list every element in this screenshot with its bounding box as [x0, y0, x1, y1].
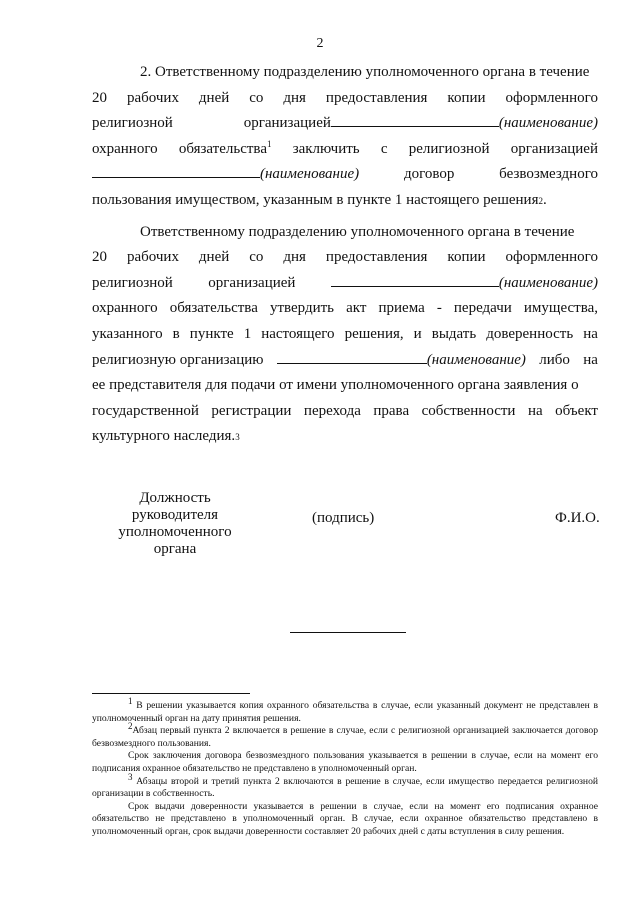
end-divider [290, 632, 406, 633]
word: доверенность [486, 325, 574, 342]
word: 20 [92, 249, 107, 266]
footnote-2-extra [92, 750, 598, 775]
word: договор [403, 166, 455, 183]
para1-line6: пользования имуществом, указанным в пункте 1 настоящего решения 2 . [92, 188, 598, 214]
word: перехода [303, 402, 361, 419]
word: обязательства [169, 300, 258, 317]
word-with-footnote [179, 137, 272, 163]
page-number: 2 [316, 36, 324, 51]
para2-line5 [92, 322, 598, 348]
para2-line2 [92, 245, 598, 271]
word: оформленного [505, 249, 598, 266]
position-line: органа [153, 541, 197, 557]
position-line: уполномоченного [118, 524, 232, 540]
signature-label: (подпись) [312, 510, 375, 526]
signatory-position [92, 490, 258, 558]
word: обязательства [178, 140, 267, 157]
footnote-ref-1: 1 [266, 138, 272, 149]
word: права [373, 402, 410, 419]
para2-line1 [92, 220, 598, 246]
word: передачи [453, 300, 512, 317]
word: пункте [189, 325, 234, 342]
position-line: Должность [139, 490, 211, 506]
footnote-text: Абзацы второй и третий пункта 2 включаются в решение в случае, если имущество передается религиозной организации в собственность. [92, 775, 598, 800]
word: дней [198, 89, 230, 106]
footnote-2 [92, 721, 598, 750]
blank-field-group [92, 162, 359, 188]
word: объект [555, 402, 598, 419]
para2-line4 [92, 296, 598, 322]
word: настоящего [261, 325, 335, 342]
word: дня [283, 89, 306, 106]
para1-line2 [92, 86, 598, 112]
para2-text: культурного наследия. [92, 428, 236, 445]
word: со [249, 249, 264, 266]
word: рабочих [126, 89, 179, 106]
footnote-text: Срок выдачи доверенности указывается в решении в случае, если на момент его подписания охранное обязательство не представлено в уполномоченный орган. В случае, если охранное обязательство представлено в уполномоченный орган, срок выдачи доверенности составляет 20 рабочих дней с даты вступления в силу решения. [92, 800, 598, 837]
punct: . [542, 191, 547, 208]
para1-line4 [92, 137, 598, 163]
footnote-3 [92, 771, 598, 801]
footnote-3-extra [92, 801, 598, 839]
word: выдать [431, 325, 477, 342]
word: на [583, 325, 598, 342]
para2-line7 [92, 373, 598, 399]
word: на [583, 351, 598, 368]
word: безвозмездного [499, 166, 598, 183]
footnote-1 [92, 695, 598, 725]
word: организацией [208, 274, 296, 291]
word: имущества, [523, 300, 598, 317]
word: копии [447, 249, 486, 266]
placeholder-name: (наименование) [260, 166, 360, 183]
word: собственности [421, 402, 516, 419]
word: рабочих [126, 249, 179, 266]
para1-line1 [92, 60, 598, 86]
word: утвердить [269, 300, 335, 317]
blank-line [331, 111, 499, 127]
footnote-text: Срок заключения договора безвозмездного пользования указывается в решении в случае, если на момент его подписания охранное обязательство не представлено в уполномоченный орган. [92, 750, 598, 774]
position-line: руководителя [131, 507, 219, 523]
word: религиозной [408, 140, 490, 157]
placeholder-name: (наименование) [498, 274, 598, 291]
word: государственной [92, 402, 199, 419]
word: охранного [92, 300, 158, 317]
word: указанного [92, 325, 163, 342]
footnote-text: Абзац первый пункта 2 включается в решение в случае, если с религиозной организацией заключается договор безвозмездного пользования. [92, 725, 598, 749]
blank-field-group [244, 111, 598, 137]
word: и [413, 325, 422, 342]
para2-line8 [92, 399, 598, 425]
footnotes [92, 695, 598, 839]
para2-line6 [92, 348, 598, 374]
word: дней [198, 249, 230, 266]
para2-text: Ответственному подразделению уполномоченного органа в течение [140, 223, 575, 240]
word: либо [539, 351, 570, 368]
word: охранного [92, 140, 158, 157]
blank-line [92, 162, 260, 178]
placeholder-name: (наименование) [426, 351, 526, 368]
blank-field-group [277, 348, 526, 374]
word: заключить [292, 140, 360, 157]
word: предоставления [325, 89, 428, 106]
word: - [436, 300, 442, 317]
para2-text: религиозную организацию [92, 351, 264, 368]
para2-line3 [92, 271, 598, 297]
word: копии [447, 89, 486, 106]
word: на [527, 402, 543, 419]
word: организацией [243, 115, 331, 132]
word: 1 [243, 325, 252, 342]
word: оформленного [505, 89, 598, 106]
word: со [249, 89, 264, 106]
para1-line3 [92, 111, 598, 137]
word: регистрации [211, 402, 292, 419]
document-body [92, 60, 598, 450]
footnote-marker: 1 [128, 695, 133, 706]
word: религиозной [92, 274, 173, 291]
word: религиозной [92, 115, 173, 132]
para1-line5 [92, 162, 598, 188]
blank-line [331, 271, 499, 287]
full-name-label: Ф.И.О. [555, 510, 600, 526]
para2-line9: культурного наследия. 3 [92, 424, 598, 450]
word: организацией [510, 140, 598, 157]
word: 20 [92, 89, 107, 106]
word: с [380, 140, 388, 157]
blank-field-group [331, 271, 598, 297]
footnote-marker: 2 [128, 721, 133, 731]
para2-text: ее представителя для подачи от имени уполномоченного органа заявления о [92, 377, 579, 394]
footnote-separator [92, 693, 250, 694]
footnote-text: В решении указывается копия охранного обязательства в случае, если указанный документ не представлен в уполномоченный орган на дату принятия решения. [92, 700, 598, 724]
word: дня [283, 249, 306, 266]
word: предоставления [325, 249, 428, 266]
word: акт [346, 300, 367, 317]
placeholder-name: (наименование) [498, 115, 598, 132]
blank-line [277, 348, 427, 364]
word: приема [378, 300, 425, 317]
para1-text: пользования имуществом, указанным в пункте 1 настоящего решения [92, 191, 539, 208]
word: решения, [344, 325, 404, 342]
para1-text: 2. Ответственному подразделению уполномоченного органа в течение [140, 64, 590, 80]
footnote-marker: 3 [128, 771, 133, 782]
word: в [172, 325, 180, 342]
